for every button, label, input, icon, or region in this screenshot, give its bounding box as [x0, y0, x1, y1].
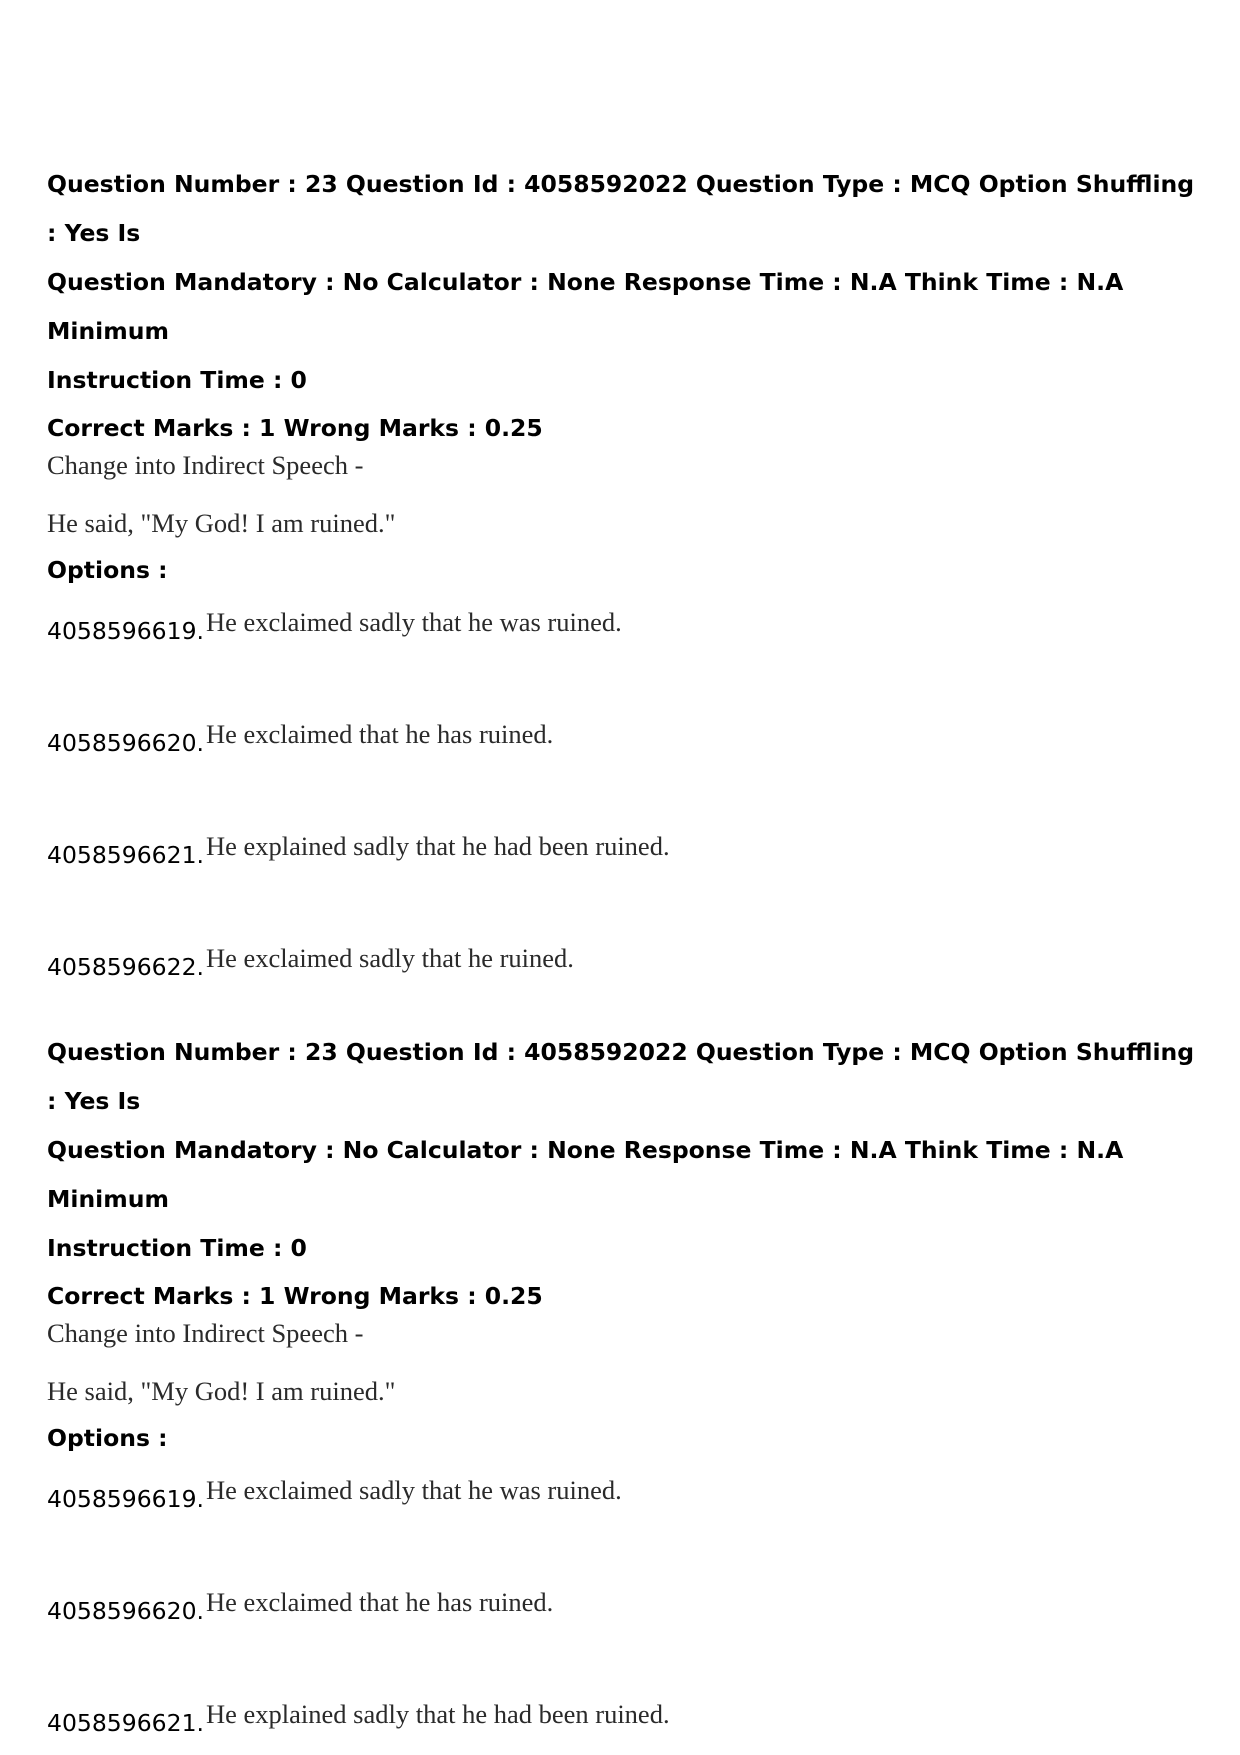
question-meta-line: Question Number : 23 Question Id : 4058592022 Question Type : MCQ Option Shuffling : Yes Is	[47, 170, 1195, 247]
option-item	[47, 607, 1207, 645]
option-text: He exclaimed sadly that he was ruined.	[205, 607, 622, 637]
option-item	[47, 1699, 1207, 1737]
option-item	[47, 719, 1207, 757]
question-block	[47, 1028, 1207, 1737]
options-label: Options :	[47, 1424, 168, 1452]
marks-line: Correct Marks : 1 Wrong Marks : 0.25	[47, 414, 543, 442]
question-meta-line: Instruction Time : 0	[47, 366, 307, 394]
question-block	[47, 160, 1207, 981]
option-item	[47, 1587, 1207, 1625]
question-meta-line: Question Number : 23 Question Id : 4058592022 Question Type : MCQ Option Shuffling : Yes Is	[47, 1038, 1195, 1115]
question-meta-line: Question Mandatory : No Calculator : None Response Time : N.A Think Time : N.A Minimum	[47, 268, 1124, 345]
option-id: 4058596620.	[47, 1597, 204, 1625]
question-meta-line: Question Mandatory : No Calculator : None Response Time : N.A Think Time : N.A Minimum	[47, 1136, 1124, 1213]
option-text: He exclaimed that he has ruined.	[205, 719, 554, 749]
option-text: He explained sadly that he had been ruined.	[205, 831, 670, 861]
option-item	[47, 943, 1207, 981]
question-sentence: He said, "My God! I am ruined."	[47, 1376, 396, 1406]
option-id: 4058596621.	[47, 841, 204, 869]
option-id: 4058596619.	[47, 1485, 204, 1513]
question-prompt: Change into Indirect Speech -	[47, 1318, 364, 1348]
option-id: 4058596619.	[47, 617, 204, 645]
option-text: He exclaimed sadly that he ruined.	[205, 943, 574, 973]
question-meta-line: Instruction Time : 0	[47, 1234, 307, 1262]
option-item	[47, 1475, 1207, 1513]
question-sentence: He said, "My God! I am ruined."	[47, 508, 396, 538]
options-label: Options :	[47, 556, 168, 584]
option-text: He exclaimed that he has ruined.	[205, 1587, 554, 1617]
option-text: He explained sadly that he had been ruined.	[205, 1699, 670, 1729]
option-item	[47, 831, 1207, 869]
option-id: 4058596621.	[47, 1709, 204, 1737]
option-text: He exclaimed sadly that he was ruined.	[205, 1475, 622, 1505]
marks-line: Correct Marks : 1 Wrong Marks : 0.25	[47, 1282, 543, 1310]
option-id: 4058596622.	[47, 953, 204, 981]
question-prompt: Change into Indirect Speech -	[47, 450, 364, 480]
option-id: 4058596620.	[47, 729, 204, 757]
